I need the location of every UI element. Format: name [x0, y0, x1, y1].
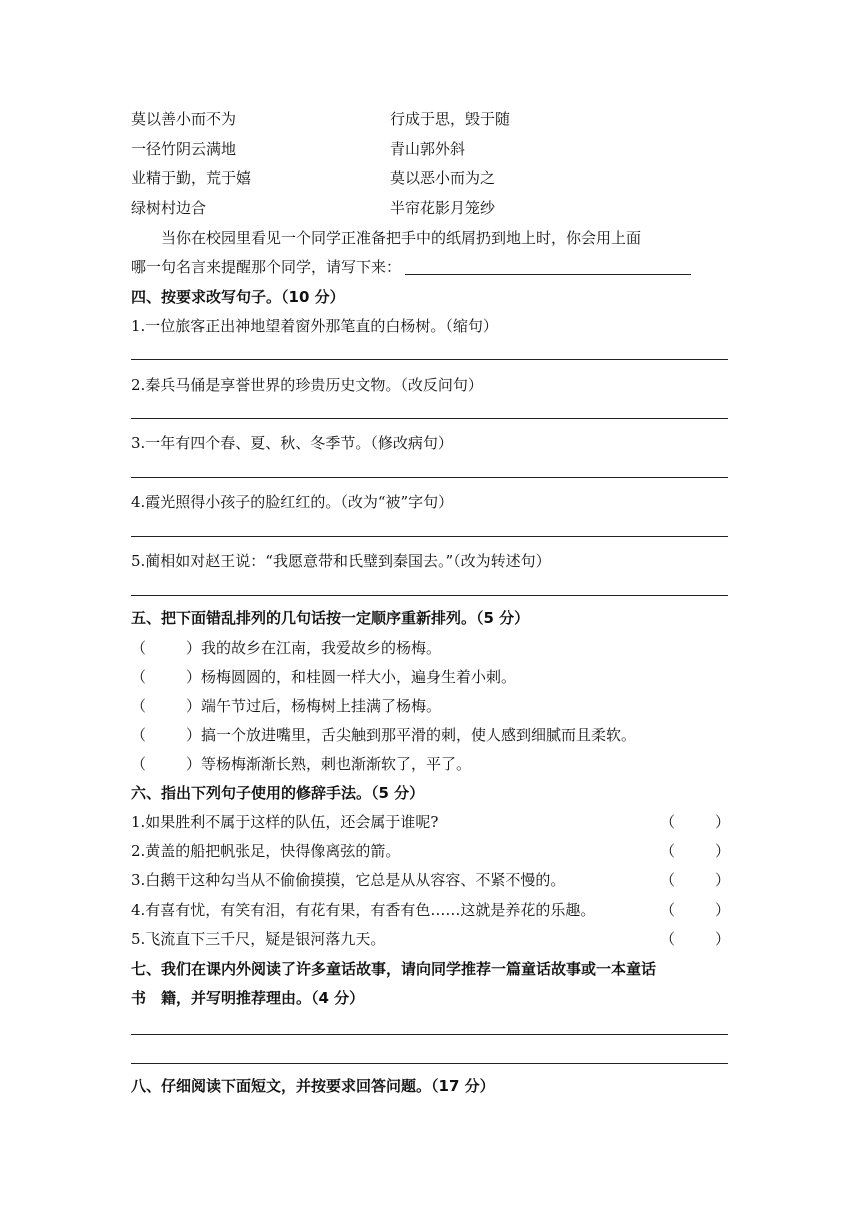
section4-answer-line-5[interactable] [131, 595, 728, 596]
section6-item-1: 1.如果胜利不属于这样的队伍，还会属于谁呢? [131, 813, 439, 831]
section5-heading: 五、把下面错乱排列的几句话按一定顺序重新排列。（5 分） [131, 609, 530, 627]
section5-item-5 [131, 753, 471, 774]
proverb-right-3: 莫以恶小而为之 [390, 169, 496, 187]
section4-item-1: 1.一位旅客正出神地望着窗外那笔直的白杨树。（缩句） [131, 317, 498, 335]
sentence-text: 杨梅圆圆的，和桂圆一样大小，遍身生着小刺。 [201, 668, 517, 686]
paren-close: ） [186, 697, 202, 715]
section4-item-3: 3.一年有四个春、夏、秋、冬季节。（修改病句） [131, 434, 453, 452]
section4-item-2: 2.秦兵马俑是享誉世界的珍贵历史文物。（改反问句） [131, 376, 483, 394]
paren-close: ） [186, 639, 202, 657]
section5-item-4 [131, 724, 636, 745]
paren-close: ） [714, 930, 730, 948]
paren-open: （ [131, 668, 147, 686]
paren-close: ） [714, 842, 730, 860]
section4-item-4: 4.霞光照得小孩子的脸红红的。（改为“被”字句） [131, 493, 454, 511]
section6-heading: 六、指出下列句子使用的修辞手法。（5 分） [131, 784, 425, 802]
section6-item-3: 3.白鹅干这种勾当从不偷偷摸摸，它总是从从容容、不紧不慢的。 [131, 871, 566, 889]
proverb-left-1: 莫以善小而不为 [131, 110, 237, 128]
section7-answer-line-2[interactable] [131, 1063, 728, 1064]
paren-open: （ [660, 901, 676, 919]
section4-answer-line-2[interactable] [131, 418, 728, 419]
proverb-question-line1: 当你在校园里看见一个同学正准备把手中的纸屑扔到地上时，你会用上面 [161, 229, 642, 247]
section6-item-5: 5.飞流直下三千尺，疑是银河落九天。 [131, 930, 386, 948]
section8-heading: 八、仔细阅读下面短文，并按要求回答问题。（17 分） [131, 1077, 495, 1095]
paren-open: （ [660, 813, 676, 831]
section7-heading-line2: 书 籍，并写明推荐理由。（4 分） [131, 989, 365, 1007]
proverb-question-text: 哪一句名言来提醒那个同学，请写下来： [131, 258, 402, 276]
paren-close: ） [714, 901, 730, 919]
paren-close: ） [186, 668, 202, 686]
section6-item-2: 2.黄盖的船把帆张足，快得像离弦的箭。 [131, 842, 401, 860]
section7-heading-line1: 七、我们在课内外阅读了许多童话故事，请向同学推荐一篇童话故事或一本童话 [131, 960, 657, 978]
proverb-answer-blank[interactable] [405, 258, 691, 275]
section5-item-1 [131, 637, 441, 658]
proverb-question-line2 [131, 256, 691, 277]
paren-open: （ [131, 697, 147, 715]
proverb-right-4: 半帘花影月笼纱 [390, 199, 496, 217]
paren-open: （ [660, 930, 676, 948]
section4-answer-line-3[interactable] [131, 477, 728, 478]
sentence-text: 等杨梅渐渐长熟，刺也渐渐软了，平了。 [201, 755, 472, 773]
paren-close: ） [714, 871, 730, 889]
section6-item-4: 4.有喜有忧，有笑有泪，有花有果，有香有色……这就是养花的乐趣。 [131, 901, 596, 919]
paren-close: ） [714, 813, 730, 831]
section5-item-3 [131, 695, 441, 716]
paren-open: （ [131, 755, 147, 773]
sentence-text: 搞一个放进嘴里，舌尖触到那平滑的刺，使人感到细腻而且柔软。 [201, 726, 637, 744]
paren-close: ） [186, 726, 202, 744]
paren-open: （ [660, 842, 676, 860]
proverb-right-2: 青山郭外斜 [390, 140, 466, 158]
paren-close: ） [186, 755, 202, 773]
proverb-left-2: 一径竹阴云满地 [131, 140, 237, 158]
sentence-text: 我的故乡在江南，我爱故乡的杨梅。 [201, 639, 442, 657]
proverb-left-4: 绿树村边合 [131, 199, 207, 217]
proverb-right-1: 行成于思，毁于随 [390, 110, 511, 128]
paren-open: （ [131, 639, 147, 657]
section5-item-2 [131, 666, 516, 687]
section7-answer-line-1[interactable] [131, 1034, 728, 1035]
section4-answer-line-1[interactable] [131, 359, 728, 360]
section4-item-5: 5.蔺相如对赵王说：“我愿意带和氏璧到秦国去。”（改为转述句） [131, 552, 551, 570]
proverb-left-3: 业精于勤，荒于嬉 [131, 169, 252, 187]
section4-answer-line-4[interactable] [131, 536, 728, 537]
paren-open: （ [131, 726, 147, 744]
sentence-text: 端午节过后，杨梅树上挂满了杨梅。 [201, 697, 442, 715]
paren-open: （ [660, 871, 676, 889]
section4-heading: 四、按要求改写句子。（10 分） [131, 288, 345, 306]
